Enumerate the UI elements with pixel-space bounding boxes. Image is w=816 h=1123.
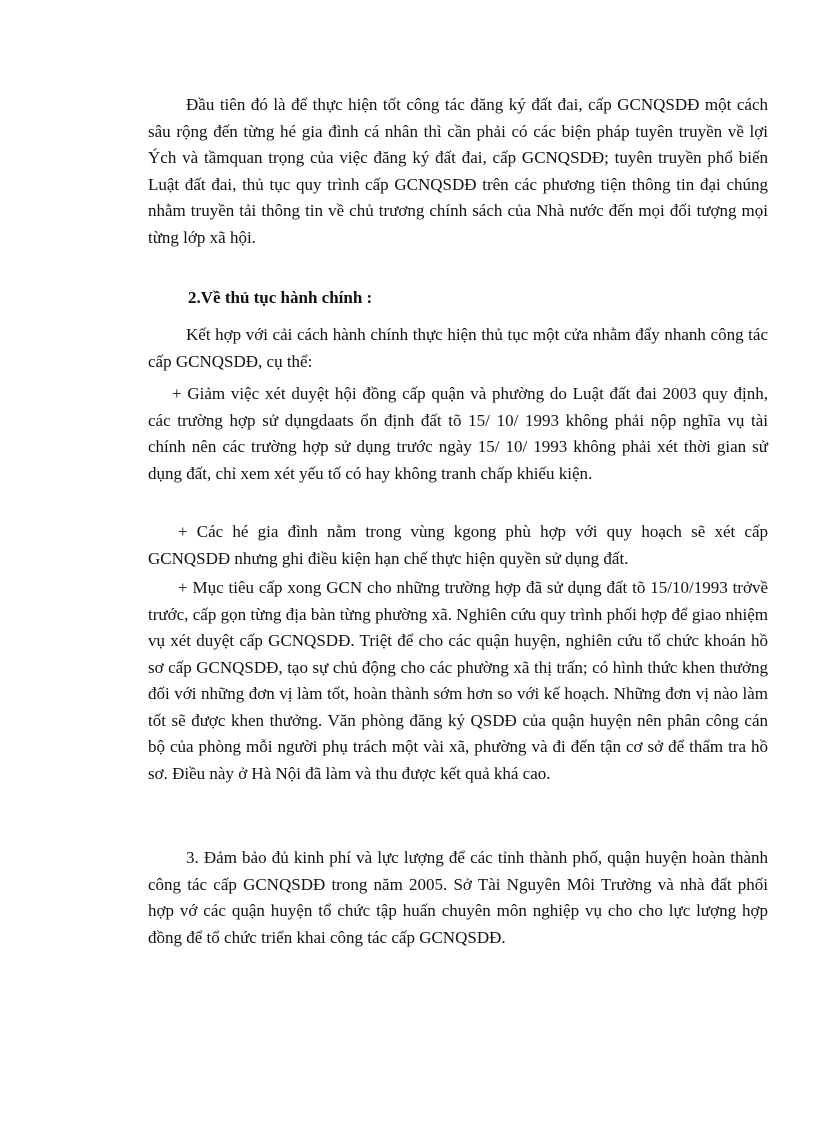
paragraph-households-planning: + Các hé gia đình nằm trong vùng kgong phù hợp với quy hoạch sẽ xét cấp GCNQSDĐ nhưng ghi điều kiện hạn chế thực hiện quyền sử dụng đất. (148, 522, 768, 568)
paragraph-target-certificates: + Mục tiêu cấp xong GCN cho những trường hợp đã sử dụng đất tõ 15/10/1993 trởvề trước, cấp gọn từng địa bàn từng phường xã. Nghiên cứu quy trình phối hợp để giao nhiệm vụ xét duyệt cấp GCNQSDĐ. Triệt để cho các quận huyện, nghiên cứu tổ chức khoán hồ sơ cấp GCNQSDĐ, tạo sự chủ động cho các phường xã thị trấn; có hình thức khen thưởng đối với những đơn vị làm tốt, hoàn thành sớm hơn so với kế hoạch. Những đơn vị nào làm tốt sẽ được khen thưởng. Văn phòng đăng ký QSDĐ của quận huyện nên phân công cán bộ của phòng mỗi người phụ trách một vài xã, phường và đi đến tận cơ sở để thẩm tra hồ sơ. Điều này ở Hà Nội đã làm và thu được kết quả khá cao. (148, 578, 768, 783)
paragraph-intro: Đầu tiên đó là để thực hiện tốt công tác đăng ký đất đai, cấp GCNQSDĐ một cách sâu rộng đến từng hé gia đình cá nhân thì cần phải có các biện pháp tuyên truyền về lợi Ých và tầmquan trọng của việc đăng ký đất đai, cấp GCNQSDĐ; tuyên truyền phổ biến Luật đất đai, thủ tục quy trình cấp GCNQSDĐ trên các phương tiện thông tin đại chúng nhằm truyền tải thông tin về chủ trương chính sách của Nhà nước đến mọi đối tượng mọi từng lớp xã hội. (148, 95, 768, 247)
paragraph-reduce-review: + Giảm việc xét duyệt hội đồng cấp quận và phường do Luật đất đai 2003 quy định, các trường hợp sử dụngdaats ổn định đất tõ 15/ 10/ 1993 không phải nộp nghĩa vụ tài chính nên các trường hợp sử dụng trước ngày 15/ 10/ 1993 không phải xét thời gian sử dụng đất, chỉ xem xét yếu tố có hay không tranh chấp khiếu kiện. (148, 384, 768, 483)
section-heading-administrative-procedures: 2.Về thủ tục hành chính : (188, 288, 373, 307)
paragraph-administrative-reform: Kết hợp với cải cách hành chính thực hiện thủ tục một cửa nhằm đẩy nhanh công tác cấp GCNQSDĐ, cụ thể: (148, 325, 768, 371)
paragraph-funding-personnel: 3. Đảm bảo đủ kinh phí và lực lượng để các tỉnh thành phố, quận huyện hoàn thành công tác cấp GCNQSDĐ trong năm 2005. Sở Tài Nguyên Môi Trường và nhà đất phối hợp vớ các quận huyện tổ chức tập huấn chuyên môn nghiệp vụ cho cho lực lượng hợp đồng để tổ chức triển khai công tác cấp GCNQSDĐ. (148, 848, 768, 947)
